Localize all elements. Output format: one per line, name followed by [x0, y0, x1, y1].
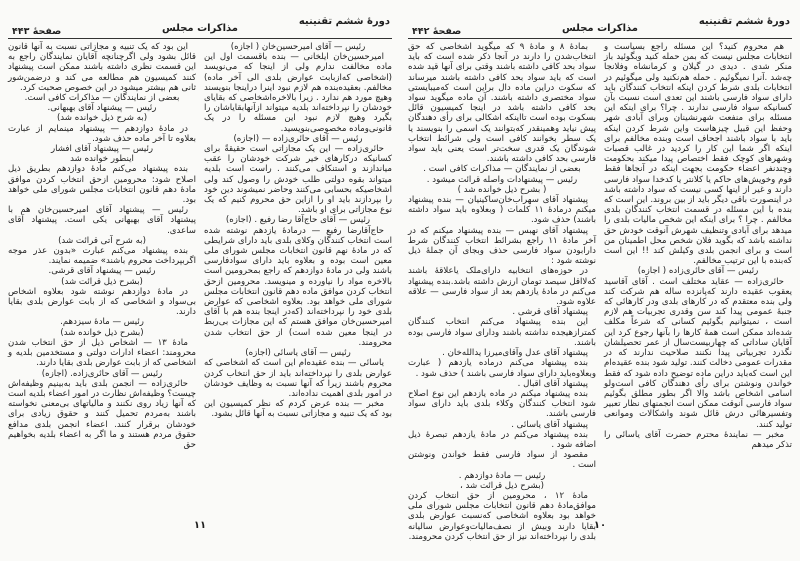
right-page — [400, 0, 800, 561]
paragraph: پیشنهاد آقای عدل وآقای‌میرزا یدالله‌خان . — [442, 348, 588, 359]
centered-heading: اینطور خوانده شد — [70, 154, 134, 165]
text-column-right — [604, 42, 792, 504]
paragraph: پیشنهاد آقای یاسائی . — [511, 419, 588, 430]
centered-heading: (به شرح ذیل خوانده شد) — [56, 113, 148, 124]
paragraph: رئیس — پیشنهاد آقای امیرحسین‌خان هم با پیشنهاد آقای بهبهانی یکی است. پیشنهاد آقای ساعدی. — [8, 205, 196, 236]
paragraph: در مادهٔ دوازدهم — پیشنهاد مینمایم از عبارت بعلاوه تا آخر ماده حذف شود. — [8, 123, 196, 144]
session-title: دورهٔ ششم تقنینیه — [698, 16, 790, 27]
text-column-right — [204, 42, 392, 504]
paragraph: بنده پیشنهاد میکنم در ماده یازدهم این نوع اصلاح شود انتخاب کنندگان وکلاء بلدی باید دارای سواد فارسی باشند. — [408, 388, 596, 420]
centered-heading: رئیس — آقای حائری‌زاده ( اجازه) — [637, 266, 759, 277]
folio-number: ۱۰ — [593, 520, 607, 531]
paragraph: یاسائی — بنده عقیده‌ام این است که اشخاصی که عوارض بلدی را نپرداخته‌اند باید از حق انتخاب کردن محروم باشند زیرا که آنها نسبت به وظایف خودشان در امور بلدی اهمیت نداده‌اند. — [204, 358, 392, 399]
running-header — [8, 14, 392, 39]
paragraph: مخبر — بنده عرض کردم که نظر کمیسیون این بود که یک تنبیه و مجازاتی نسبت به آنها قائل بشود. — [204, 399, 392, 420]
centered-heading: ( بشرح ذیل خوانده شد ) — [457, 184, 547, 195]
centered-heading: رئیس — مادهٔ دوازدهم . — [458, 470, 546, 481]
session-title: دورهٔ ششم تقنینیه — [298, 16, 390, 27]
centered-heading: رئیس — آقای حائری‌زاده. (اجازه) — [41, 368, 163, 379]
paragraph: هم محروم کنید؟ این مسئله راجع بسیاست و انتخابات مجلس نیست که بمن حمله کنید وبگوئید باز منکر شدی . دیدی در گیلان و کرمانشاه وفلانجا چه‌شد .آنرا نمیگوئیم . حمله هم‌نکنید ولی میگوئیم در انتخابات بلدی شرط کردن اینکه انتخاب کنندگان باید دارای سواد فارسی باشند این تعدی است نسبت بآن کسانیکه سواد فارسی ندارند . چرا؟ برای اینکه این مسئله برای منفعت شهرنشینان وبرای آبادی شهر وحفظ این قبیل چیزهاست واین شرط کردن اینکه باید با سواد باشند اجحاف است وبنده مخالفم برای اینکه اگر شما این کار را کردید در غالب قصبات وشهرهای کوچک فقط اختصاص پیدا میکند بحکومت وچندنفر اعضاء حکومت بجهت اینکه در آنجاها فقط قوم وخویش‌های حاکم یا کلانتر یا کدخدا سواد فارسی دارند و غیر از اینها کسی نیست که سواد داشته باشد در اینصورت باقی دیگر باید از بین بروند. این است که بنده با این مسئله در قسمت انتخاب کنندگان بلدی مخالفم . چرا ؟ برای اینکه این شخص مالیات بلدی را میدهد برای آبادی وتنظیف شهرش آنوقت خودش حق نداشته باشد که بگوید فلان شخص محل اطمینان من است و برای انجمن بلدی وکیلش کند !! این است که‌بنده با این ترتیب مخالفم. — [604, 42, 792, 267]
centered-heading: بعضی از نمایندگان — مذاکرات کافی است . — [423, 164, 581, 175]
publication-title: مذاکرات مجلس — [161, 23, 238, 34]
paragraph: در حوزه‌های انتخابیه دارای‌ملک یاعلاقهٔ باشند که‌لااقل سیصد تومان ارزش داشته باشد.بنده پیشنهاد می‌کنم در مادهٔ یازدهم بعد از سواد فارسی — علاقه علاوه شود. — [408, 266, 596, 308]
centered-heading: رئیس — آقای یاسائی (اجازه) — [245, 348, 351, 359]
centered-heading: (بشرح ذیل قرائت شد) — [61, 276, 143, 287]
page-number-label: صفحهٔ ۴۴۲ — [412, 26, 462, 37]
paragraph: امیرحسین‌خان ایلخانی — بنده باقسمت اول این ماده مخالفت ندارم ولی از اینجا که می‌نویسد (اشخاصی که‌ازبابت عوارض بلدی الی آخر ماده) مخالفم. بعقیده‌بنده هم لازم نبود اینرا دراینجا بنویسند وهیچ مورد هم ندارد . زیرا بالاخره‌اشخاصی که بقایای خودشان را نپرداخته‌اند بلدیه میتواند ازآنهابقایاشان را بگیرد وهیچ لازم نبود این مسئله را در یک قانونی‌وماده مخصوصی‌بنویسید. — [204, 52, 392, 134]
paragraph: بنده پیشنهاد می‌کنم مادهٔ دوازدهم بطریق ذیل اصلاح شود: محرومین ازحق انتخاب کردن موافق مادهٔ دهم قانون انتخابات مجلس شورای ملی خواهد بود. — [8, 164, 196, 206]
centered-heading: (بشرح ذیل قرائت شد ، — [460, 480, 544, 491]
centered-heading: رئیس — پیشنهاد آقای بهبهانی. — [47, 103, 157, 114]
centered-heading: رئیس — آقای حاج‌آقا رضا رفیع . (اجازه) — [225, 215, 371, 226]
text-column-left — [408, 42, 596, 542]
paragraph: پیشنهاد آقای نهبس — بنده پیشنهاد میکنم که در آخر مادهٔ ۱۱ راجع بشرائط انتخاب کنندگان شرط دارابودن سواد فارسی حذف وبجای آن جملهٔ ذیل نوشته شود : — [408, 225, 596, 267]
paragraph: مادهٔ ۱۳ — اشخاص ذیل از حق انتخاب شدن محرومند: اعضاء ادارات دولتی و مستخدمین بلدیه و اشخاصی که از بابت عوارض بلدی بقایا دارند. — [8, 337, 196, 369]
text-column-left — [8, 42, 196, 504]
centered-heading: (بشرح ذیل خوانده شد) — [60, 327, 144, 338]
paragraph: این بود که یک تنبیه و مجازاتی نسبت به آنها قانون قائل بشود ولی اگرچنانچه آقایان نمایندگان راجع به این قسمت نظری داشته باشند ممکن است پیشنهاد کنند کمیسیون هم مطالعه می کند و درضمن‌شور ثانی هم بیشتر میشود در این خصوص صحبت کرد. — [8, 42, 196, 93]
folio-number: ۱۱ — [193, 520, 207, 531]
paragraph: مقصود از سواد فارسی فقط خواندن ونوشتن است . — [408, 450, 596, 471]
paragraph: این بنده پیشنهاد می‌کنم انتخاب کنندگان کمتراز‌هیجده نداشته باشند ودارای سواد فارسی بوده باشند. — [408, 317, 596, 348]
paragraph: پیشنهاد آقای اقبال . — [517, 378, 588, 389]
paragraph: بنده پیشنهاد می‌کنم درماده یازدهم ( عبارت وبعلاوه‌باید دارای سواد فارسی باشند ) حذف شود . — [408, 358, 596, 379]
centered-heading: رئیس — آقای امیرحسین‌خان ( اجازه) — [230, 42, 366, 52]
centered-heading: (به شرح آتی قرائت شد) — [58, 235, 146, 246]
centered-heading: رئیس — پیشنهادات واصله قرائت میشود . — [426, 174, 578, 185]
centered-heading: رئیس — پیشنهاد آقای افشار — [50, 144, 154, 155]
paragraph: حائری‌زاده — انجمن بلدی باید به‌بینیم وظیفه‌اش چیست؟ وظیفه‌اش نظارت در امور اعضاء بلدیه است که آنها زیاد روی نکنند و مالیاتهای بی‌معنی نخواسته باشند به‌مردم تحمیل کنند و حقوق زیادی برای خودشان برقرار کنند. اعضاء انجمن بلدی مدافع حقوق مردم هستند و ما اگر به اعضاء بلدیه بخواهیم حق — [8, 378, 196, 450]
paragraph: بنده پیشنهاد می‌کنم عبارت «بدون عذر موجه اگربپرداخت محروم باشند» ضمیمه نمایند. — [8, 246, 196, 267]
paragraph: مخبر — نمایندهٔ محترم حضرت آقای یاسائی را تذکر میدهم — [604, 429, 792, 450]
page-number-label: صفحهٔ ۴۴۳ — [12, 26, 62, 37]
paragraph: حائری‌زاده — این یک مجازاتی است حقیقةً برای کسانیکه درکارهای خیر شرکت خودشان را عقب میاندازند و استنکاف می‌کنند . راست است بلدیه میتواند بقوه دولتی طلب خودش را وصول کند ولی اشخاصیکه بحسابی می‌کنند وحاضر نمیشوند دین خود را بپردازند باید او را ازاین حق محروم کنیم که یک نوع مجازاتی برای او باشد. — [204, 144, 392, 216]
paragraph: حائری‌زاده — عقاید مختلف است . آقای آقاسید یعقوب عقیده دارند که‌پانزده ساله هم شرکت کند ولی بنده معتقدم که در کارهای بلدی ودر کارهائی که جنبهٔ عمومی پیدا کند سن وقدری تجربیات هم لازم است ، نمیتوانیم بگوئیم کسانی که شرعاً مکلف شده‌اند ممکن است همهٔ کارها را بآنها رجوع کرد این آقایان ساداتی که چهاربیست‌سال از عمر تحصیلشان نگذرد تجربیاتی پیدا نکنند صلاحیت ندارند که در مقدرات عمومی دخالت کنند. تولید شود بنده عقیده‌ام این است که‌باید دراین ماده توضیح داده شود که فقط خواندن ونوشتن برای رأی دهندگان کافی است‌ولو اسامی اشخاص باشد والا اگر بطور مطلق بگوئیم سواد فارسی آنوقت ممکن است انجمنهای نظار تعبیر وتفسیرهائی درش قائل شوند واشکالات وموانعی تولید کنند. — [604, 276, 792, 430]
centered-heading: رئیس — آقای حائری‌زاده — (اجازه) — [233, 133, 363, 144]
paragraph: پیشنهاد آقای سهراب‌خان‌ساکینیان — بنده پیشنهاد میکنم درمادهٔ ۱۱ کلمات ( وبعلاوه باید سواد داشته باشند) حذف شود. — [408, 195, 596, 226]
paragraph: در مادهٔ دوازدهم نوشته شود بعلاوه اشخاص بی‌سواد و اشخاصی که از بابت عوارض بلدی بقایا دارند. — [8, 286, 196, 318]
paragraph: بمادهٔ ۸ و مادهٔ ۹ که میگوید اشخاصی که حق انتخاب‌شدن را دارند در آنجا ذکر شده است که باید سواد بحد کافی داشته باشند وقتی برای آنها قید شده است که باید سواد بحد کافی داشته باشند میرساند که سکوت دراین ماده دال براین است که‌میبایستی سواد مختصری داشته باشند. آن ماده میگوید سواد بحد کافی داشته باشد در اینجا کمیسیون قائل بسکوت بوده است تااینکه اشکالی برای رأی دهندگان پیش نیاید وهمینقدر که‌بتوانند یک اسمی را بنویسند یا یک سطر بخوانند کافی است ولی شرائط انتخاب شوندگان یک قدری سخت‌تر است یعنی باید سواد فارسی بحد کافی داشته باشند. — [408, 42, 596, 165]
centered-heading: بعضی از نمایندگان — مذاکرات کافی است. — [24, 93, 180, 104]
paragraph: حاج‌آقارضا رفیع — درمادهٔ یازدهم نوشته شده است انتخاب کنندگان وکلای بلدی باید دارای شرایطی که در مادهٔ نهم قانون انتخابات مجلس شورای ملی معین است بوده و بعلاوه باید دارای سوادفارسی باشند ولی در مادهٔ دوازدهم که راجع بمحرومین است بالاخره مواد را نیاورده و مینویسد. محرومین ازحق انتخاب کردن موافق ماده دهم قانون انتخابات مجلس شورای ملی خواهد بود. بعلاوه اشخاصی که عوارض بلدی خود را نپرداخته‌اند (که‌در اینجا بنده هم با آقای امیرحسین‌خان موافق هستم که این مجازات بی‌ربط در اینجا معین شده است) از حق انتخاب شدن محرومند. — [204, 225, 392, 348]
centered-heading: رئیس — پیشنهاد آقای قرشی. — [48, 266, 156, 277]
paragraph: پیشنهاد آقای قرشی . — [512, 307, 588, 318]
centered-heading: رئیس — مادهٔ سیزدهم. — [60, 317, 144, 328]
paragraph: مادهٔ ۱۲ ، محرومین از حق انتخاب کردن موافق‌مادهٔ دهم قانون انتخابات مجلس شورای ملی خواهد بود بعلاوه اشخاصی که‌نسبت عوارض بلدی بقایا دارند وبیش از نصف‌مالیات‌وعوارض سالیانه بلدی را نپرداخته‌اند نیز از حق انتخاب کردن محرومند. — [408, 490, 596, 542]
paragraph: بنده پیشنهاد می‌کنم در مادهٔ یازدهم تبصرهٔ ذیل اضافه شود . — [408, 429, 596, 450]
publication-title: مذاکرات مجلس — [561, 23, 638, 34]
running-header — [408, 14, 792, 39]
